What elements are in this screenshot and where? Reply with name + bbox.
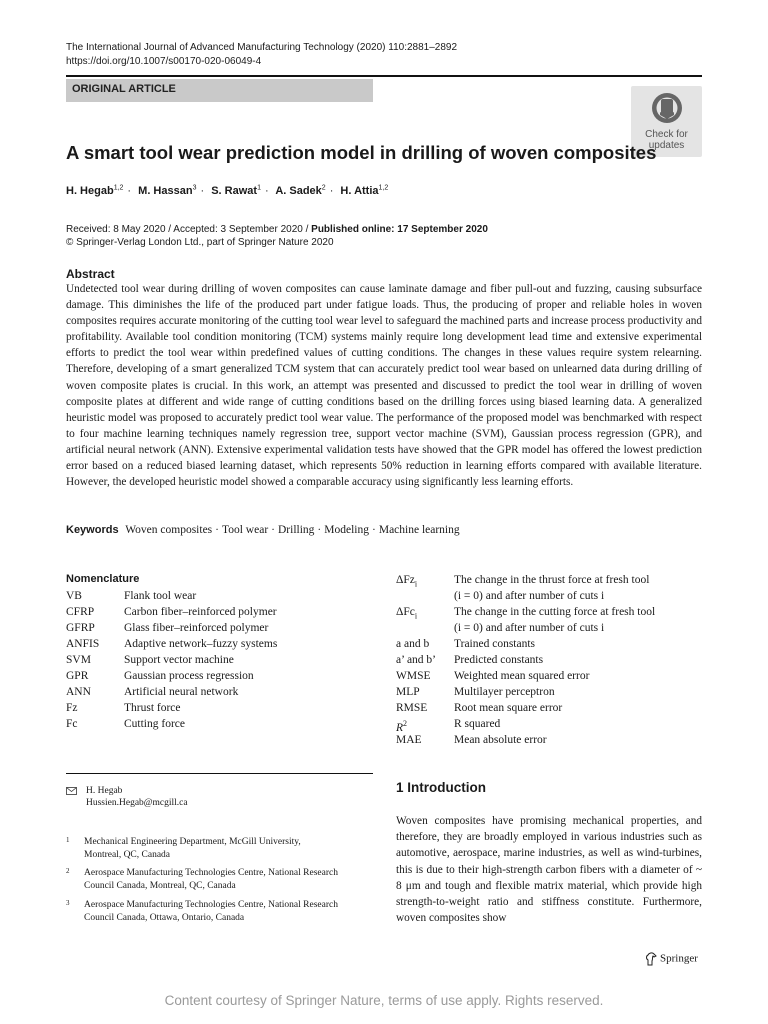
keyword: Modeling (324, 524, 369, 536)
keyword-separator: · (215, 524, 220, 536)
nomenclature-subscript: i (414, 611, 418, 621)
introduction-heading: 1 Introduction (396, 780, 486, 795)
nomenclature-def: Multilayer perceptron (454, 686, 555, 698)
nomenclature-def: Trained constants (454, 638, 536, 650)
nomenclature-superscript: 2 (403, 719, 408, 728)
nomenclature-def: Gaussian process regression (124, 670, 254, 682)
header-rule (66, 75, 702, 77)
springer-horse-icon (645, 952, 657, 966)
nomenclature-def: Root mean square error (454, 702, 563, 714)
springer-logo (645, 952, 698, 966)
journal-citation: The International Journal of Advanced Manufacturing Technology (2020) 110:2881–2892 (66, 42, 458, 53)
affiliation-line: Mechanical Engineering Department, McGill University, (84, 837, 301, 847)
keyword-separator: · (271, 524, 275, 536)
nomenclature-abbr: VB (66, 590, 82, 602)
nomenclature-def: R squared (454, 718, 501, 730)
keywords (66, 524, 460, 536)
author[interactable] (138, 185, 196, 197)
doi-link[interactable]: https://doi.org/10.1007/s00170-020-06049-4 (66, 56, 262, 67)
nomenclature-def: Thrust force (124, 702, 181, 714)
abstract-text: Undetected tool wear during drilling of woven composites can cause laminate damage and fiber pull-out and fuzzing, causing subsurface damage. This diminishes the life of the produced part under fatigue loads. Thus, the producing of proper and reliable holes in woven composites requires accurate monitoring of the cutting tool wear level to safeguard the machined parts and increase process productivity and profitability. Available tool condition monitoring (TCM) systems mainly require long development lead time and extensive experimental efforts to predict the tool wear within predefined values of cutting conditions. The changes in these values require system relearning. Therefore, developing of a smart generalized TCM system that can accurately predict tool wear based on unlearned data during drilling of woven composite plates is crucial. In this work, an attempt was presented and discussed to predict the tool wear in drilling of woven composite plates at different and wide range of cutting conditions based on the drilling forces using biased learning data. A generalized heuristic model was proposed to accurately predict tool wear value. The performance of the proposed model was benchmarked with respect to four machine learning techniques namely regression tree, support vector machine (SVM), Gaussian process regression (GPR), and artificial neural network (ANN). Extensive experimental validation tests have showed that the GPR model has offered the lowest prediction error based on a reduced biased learning dataset, which represents 50% reduction in learning efforts compared with available literature. However, the developed heuristic model showed a comparable accuracy using significantly less learning efforts. (66, 283, 702, 489)
nomenclature-abbr: GFRP (66, 622, 95, 634)
author[interactable] (340, 185, 388, 197)
author-affiliation-mark: 3 (192, 184, 197, 191)
author-affiliation-mark: 1 (257, 184, 261, 191)
nomenclature-def: Flank tool wear (124, 590, 197, 602)
author-affiliation-mark: 2 (321, 184, 326, 191)
nomenclature-abbr: Fc (66, 718, 78, 730)
nomenclature-def-continued: (i = 0) and after number of cuts i (454, 590, 605, 602)
nomenclature-def: Predicted constants (454, 654, 544, 666)
nomenclature-symbol: R (396, 721, 404, 734)
nomenclature-abbr: GPR (66, 670, 89, 682)
nomenclature-abbr: MLP (396, 686, 420, 698)
author-name: H. Hegab (66, 184, 114, 197)
keywords-label: Keywords (66, 524, 119, 536)
nomenclature-abbr: Fz (66, 702, 78, 714)
author[interactable] (211, 185, 261, 197)
nomenclature-subscript: i (414, 579, 418, 589)
published-date: Published online: 17 September 2020 (308, 224, 488, 235)
affiliation-line: Aerospace Manufacturing Technologies Centre, National Research (84, 868, 338, 878)
author-name: A. Sadek (275, 184, 322, 197)
affiliation-number: 3 (66, 899, 70, 907)
nomenclature-def: Weighted mean squared error (454, 670, 590, 682)
nomenclature-def: The change in the cutting force at fresh tool (454, 606, 656, 618)
nomenclature-def: Cutting force (124, 718, 185, 730)
affiliation-number: 1 (66, 836, 70, 844)
nomenclature-abbr (396, 572, 417, 592)
affiliation-line: Council Canada, Montreal, QC, Canada (84, 880, 236, 891)
nomenclature-abbr: MAE (396, 734, 422, 746)
article-dates (66, 224, 488, 235)
introduction-text: Woven composites have promising mechanical properties, and therefore, they are broadly employed in various industries such as automotive, aerospace, marine industries, as well as wind-turbines, this is due to their high-strength carbon fibers with a diameter of ~ 8 μm and tough and flexible matrix material, which provide high strength-to-weight ratio and stiffness constitute. Furthermore, woven composites show (396, 815, 702, 925)
corresponding-author-name: H. Hegab (86, 786, 123, 796)
nomenclature-abbr (396, 604, 417, 624)
author[interactable] (275, 185, 325, 197)
abstract-heading: Abstract (66, 267, 115, 281)
nomenclature-def: Artificial neural network (124, 686, 239, 698)
corresponding-author-email[interactable]: Hussien.Hegab@mcgill.ca (86, 798, 188, 808)
received-accepted-dates: Received: 8 May 2020 / Accepted: 3 September 2020 / (66, 224, 309, 235)
author-list: H. Hegab$^{1,2}$ · M. Hassan$^3$ · S. Rawat$^1$ · A. Sadek$^2$ · H. Attia$^{1,2}$ (66, 184, 389, 197)
nomenclature-abbr: CFRP (66, 606, 95, 618)
nomenclature-def: Glass fiber–reinforced polymer (124, 622, 269, 634)
nomenclature-abbr: ANN (66, 686, 91, 698)
keyword: Tool wear (222, 524, 269, 536)
check-for-updates-icon (650, 91, 684, 125)
author-name: H. Attia (340, 184, 379, 197)
nomenclature-abbr: WMSE (396, 670, 431, 682)
nomenclature-def: The change in the thrust force at fresh tool (454, 574, 650, 586)
keyword: Machine learning (378, 524, 460, 536)
nomenclature-abbr: SVM (66, 654, 91, 666)
keyword-separator: · (317, 524, 322, 536)
nomenclature-symbol: ΔFc (396, 606, 415, 618)
author-affiliation-mark: 1,2 (378, 184, 389, 191)
nomenclature-def: Mean absolute error (454, 734, 547, 746)
mail-icon (66, 787, 77, 795)
nomenclature-abbr: RMSE (396, 702, 428, 714)
nomenclature-def: Support vector machine (124, 654, 234, 666)
cfu-line1: Check for (645, 129, 688, 140)
publisher-name: Springer (660, 952, 698, 965)
affiliation-line: Aerospace Manufacturing Technologies Centre, National Research (84, 900, 338, 910)
author-affiliation-mark: 1,2 (113, 184, 124, 191)
nomenclature-def: Carbon fiber–reinforced polymer (124, 606, 277, 618)
cfu-line2: updates (648, 140, 685, 151)
author-name: M. Hassan (138, 184, 193, 197)
copyright-notice: © Springer-Verlag London Ltd., part of Springer Nature 2020 (66, 237, 334, 248)
affiliation-number: 2 (66, 867, 70, 875)
keyword: Drilling (278, 524, 315, 536)
nomenclature-heading: Nomenclature (66, 573, 140, 585)
nomenclature-def: Adaptive network–fuzzy systems (124, 638, 278, 650)
keyword: Woven composites (125, 524, 213, 536)
footnote-rule (66, 773, 373, 774)
article-type-label: ORIGINAL ARTICLE (72, 83, 176, 95)
nomenclature-abbr: a’ and b’ (396, 654, 437, 666)
paper-title: A smart tool wear prediction model in drilling of woven composites (66, 142, 657, 163)
courtesy-notice: Content courtesy of Springer Nature, terms of use apply. Rights reserved. (164, 993, 604, 1008)
nomenclature-abbr: a and b (396, 638, 430, 650)
author[interactable] (66, 185, 123, 197)
nomenclature-symbol: ΔFz (396, 574, 415, 586)
nomenclature-abbr: ANFIS (66, 638, 100, 650)
nomenclature-def-continued: (i = 0) and after number of cuts i (454, 622, 605, 634)
keyword-separator: · (372, 524, 376, 536)
affiliation-line: Council Canada, Ottawa, Ontario, Canada (84, 912, 245, 923)
affiliation-line: Montreal, QC, Canada (84, 849, 171, 860)
author-name: S. Rawat (211, 184, 258, 197)
